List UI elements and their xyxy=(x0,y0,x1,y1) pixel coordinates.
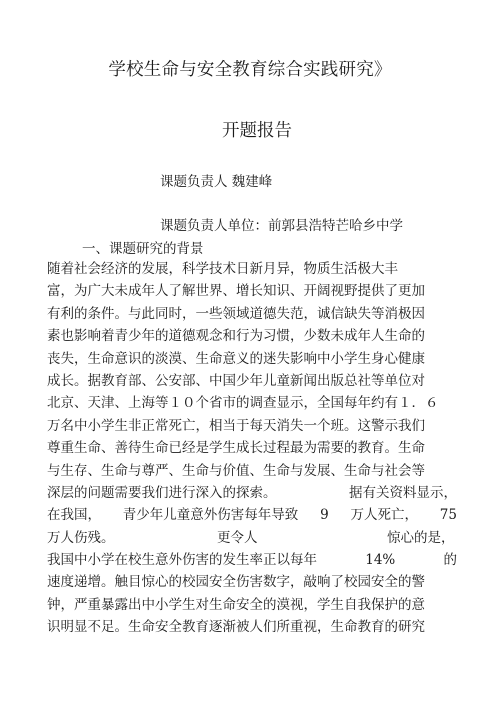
body-line: 速度递增。触目惊心的校园安全伤害数字，敲响了校园安全的警 xyxy=(47,574,425,591)
body-line: 随着社会经济的发展，科学技术日新月异，物质生活极大丰 xyxy=(47,261,398,277)
body-line: 北京、天津、上海等１０个省市的调查显示，全国每年约有１．６ xyxy=(47,395,439,412)
body-segment: 14% xyxy=(365,552,396,569)
body-line: 尊重生命、善待生命已经是学生成长过程最为需要的教育。生命 xyxy=(47,440,425,457)
body-segment: 在我国， xyxy=(47,507,101,524)
section-heading: 一、课题研究的背景 xyxy=(82,241,204,257)
body-line: 钟，严重暴露出中小学生对生命安全的漠视，学生自我保护的意 xyxy=(47,596,425,613)
body-segment: 75 xyxy=(439,507,457,524)
document-title: 学校生命与安全教育综合实践研究》 xyxy=(108,60,392,80)
body-segment: 我国中小学在校生意外伤害的发生率正以每年 xyxy=(47,552,317,569)
body-segment: 9 xyxy=(320,507,329,524)
body-segment: 深层的问题需要我们进行深入的探索。 xyxy=(47,484,277,501)
body-line: 万名中小学生非正常死亡，相当于每天消失一个班。这警示我们 xyxy=(47,417,425,434)
body-line: 与生存、生命与尊严、生命与价值、生命与发展、生命与社会等 xyxy=(47,462,425,479)
body-line: 丧失，生命意识的淡漠、生命意义的迷失影响中小学生身心健康 xyxy=(47,350,425,367)
body-segment: 惊心的是， xyxy=(387,529,455,546)
project-unit-line: 课题负责人单位：前郭县浩特芒哈乡中学 xyxy=(160,218,403,234)
document-subtitle: 开题报告 xyxy=(222,121,292,141)
body-line: 有利的条件。与此同时，一些领域道德失范，诚信缺失等消极因 xyxy=(47,305,425,322)
body-line: 富，为广大未成年人了解世界、增长知识、开阔视野提供了更加 xyxy=(47,283,425,300)
project-leader-line: 课题负责人 魏建峰 xyxy=(160,174,273,190)
body-segment: 更令人 xyxy=(217,529,258,546)
body-line xyxy=(47,482,457,504)
body-segment: 据有关资料显示， xyxy=(349,484,457,501)
body-line xyxy=(47,504,457,526)
body-segment: 青少年儿童意外伤害每年导致 xyxy=(122,507,299,524)
body-segment: 万人伤残。 xyxy=(47,529,115,546)
body-line: 素也影响着青少年的道德观念和行为习惯，少数未成年人生命的 xyxy=(47,328,425,345)
body-segment: 万人死亡， xyxy=(350,507,418,524)
body-text xyxy=(47,258,457,639)
body-line: 识明显不足。生命安全教育逐渐被人们所重视，生命教育的研究 xyxy=(47,619,425,636)
body-line: 成长。据教育部、公安部、中国少年儿童新闻出版总社等单位对 xyxy=(47,372,425,389)
body-segment: 的 xyxy=(443,552,457,569)
body-line xyxy=(47,527,457,549)
body-line xyxy=(47,549,457,571)
